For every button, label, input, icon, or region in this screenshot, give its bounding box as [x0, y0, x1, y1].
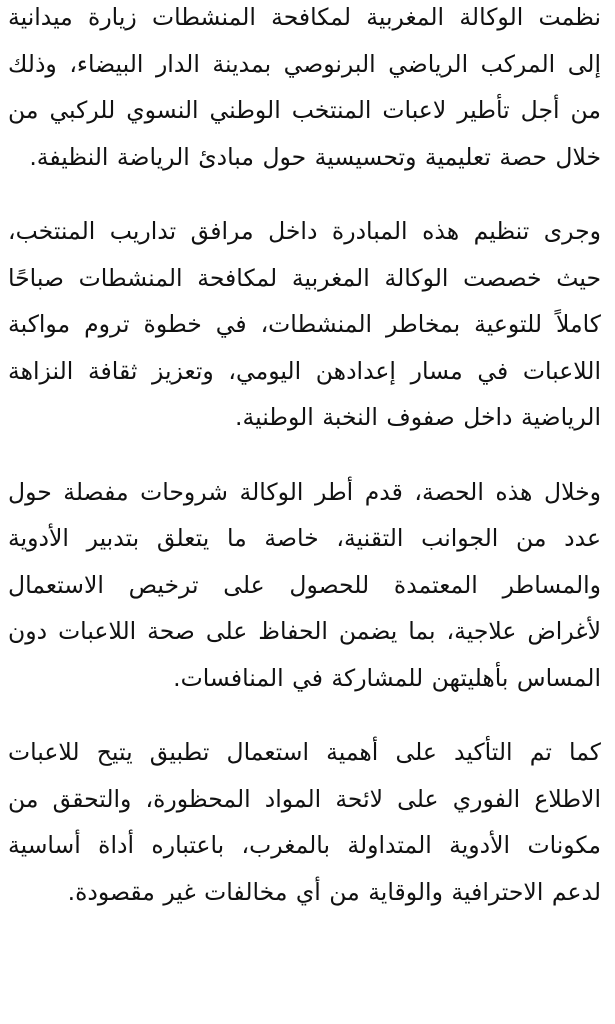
article-paragraph-3: وخلال هذه الحصة، قدم أطر الوكالة شروحات مفصلة حول عدد من الجوانب التقنية، خاصة ما يتعلق بتدبير الأدوية والمساطر المعتمدة للحصول على ترخيص الاستعمال لأغراض علاجية، بما يضمن الحفاظ على صحة اللاعبات دون المساس بأهليتهن للمشاركة في المنافسات. [8, 477, 601, 692]
article-paragraph-2: وجرى تنظيم هذه المبادرة داخل مرافق تداريب المنتخب، حيث خصصت الوكالة المغربية لمكافحة المنشطات صباحًا كاملاً للتوعية بمخاطر المنشطات، في خطوة تروم مواكبة اللاعبات في مسار إعدادهن اليومي، وتعزيز ثقافة النزاهة الرياضية داخل صفوف النخبة الوطنية. [8, 217, 601, 431]
article-paragraph-1: نظمت الوكالة المغربية لمكافحة المنشطات زيارة ميدانية إلى المركب الرياضي البرنوصي بمدينة الدار البيضاء، وذلك من أجل تأطير لاعبات المنتخب الوطني النسوي للركبي من خلال حصة تعليمية وتحسيسية حول مبادئ الرياضة النظيفة. [8, 3, 601, 171]
article-paragraph-4: كما تم التأكيد على أهمية استعمال تطبيق يتيح للاعبات الاطلاع الفوري على لائحة المواد المحظورة، والتحقق من مكونات الأدوية المتداولة بالمغرب، باعتباره أداة أساسية لدعم الاحترافية والوقاية من أي مخالفات غير مقصودة. [8, 738, 601, 906]
